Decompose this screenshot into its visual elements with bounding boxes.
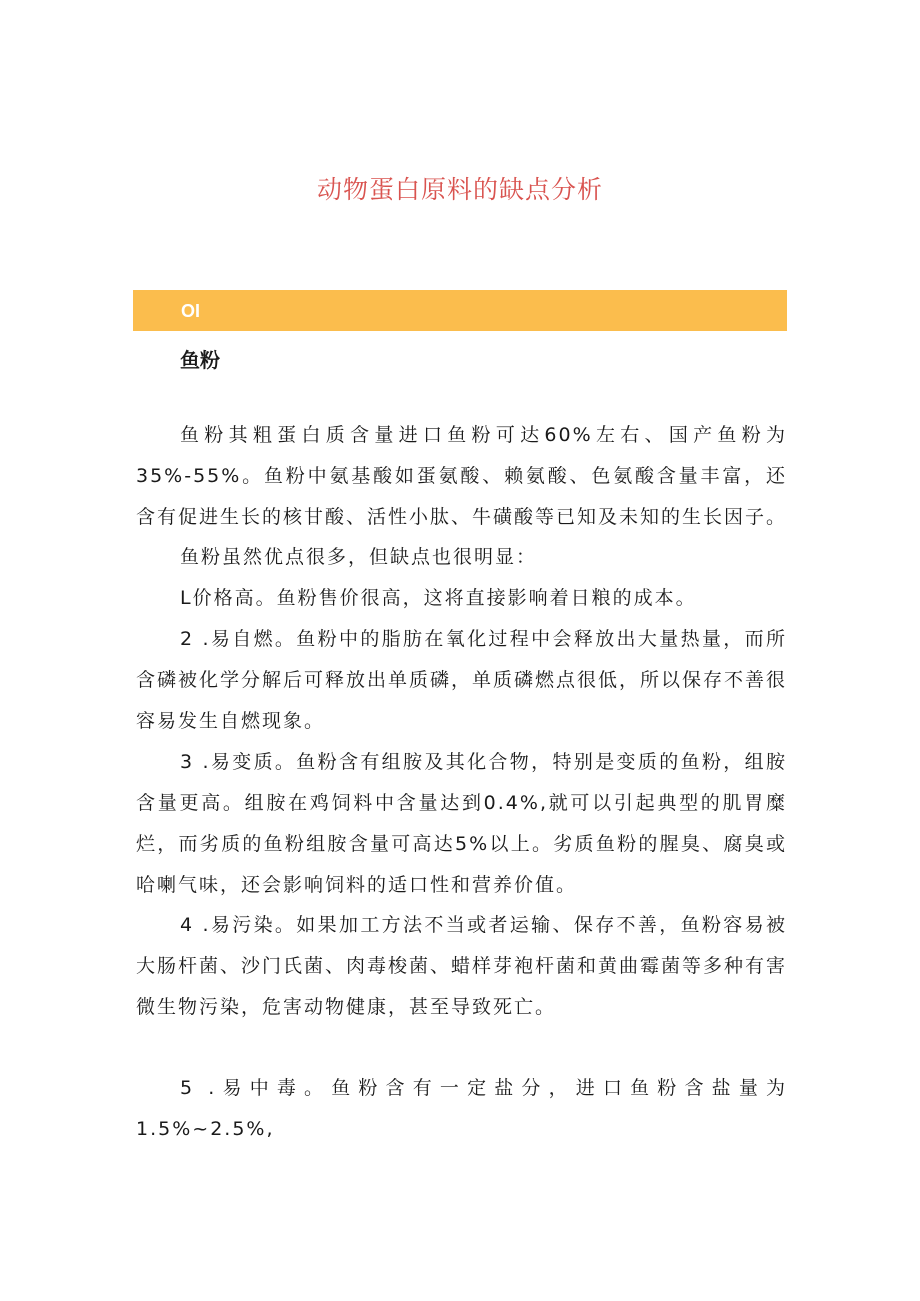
paragraph-item-4: 4 .易污染。如果加工方法不当或者运输、保存不善，鱼粉容易被大肠杆菌、沙门氏菌、肉毒梭菌、蜡样芽袍杆菌和黄曲霉菌等多种有害微生物污染，危害动物健康，甚至导致死亡。	[136, 914, 788, 1018]
section-heading: 鱼粉	[180, 348, 220, 372]
paragraph-item-1: L价格高。鱼粉售价很高，这将直接影响着日粮的成本。	[180, 587, 697, 609]
section-header-bar	[133, 290, 787, 331]
paragraph-item-3: 3 .易变质。鱼粉含有组胺及其化合物，特别是变质的鱼粉，组胺含量更高。组胺在鸡饲料中含量达到0.4%,就可以引起典型的肌胃糜烂，而劣质的鱼粉组胺含量可高达5%以上。劣质鱼粉的腥臭、腐臭或哈喇气味，还会影响饲料的适口性和营养价值。	[136, 751, 787, 896]
paragraph-item-5: 5 .易中毒。鱼粉含有一定盐分，进口鱼粉含盐量为1.5%~2.5%,	[136, 1077, 787, 1140]
section-number: OI	[181, 301, 201, 321]
paragraph-item-2: 2 .易自燃。鱼粉中的脂肪在氧化过程中会释放出大量热量，而所含磷被化学分解后可释放出单质磷，单质磷燃点很低，所以保存不善很容易发生自燃现象。	[136, 628, 788, 732]
paragraph-summary: 鱼粉虽然优点很多，但缺点也很明显：	[180, 546, 538, 568]
document-title: 动物蛋白原料的缺点分析	[316, 175, 603, 204]
paragraph-intro: 鱼粉其粗蛋白质含量进口鱼粉可达60%左右、国产鱼粉为35%-55%。鱼粉中氨基酸如蛋氨酸、赖氨酸、色氨酸含量丰富，还含有促进生长的核甘酸、活性小肽、牛磺酸等已知及未知的生长因子。	[136, 424, 788, 528]
